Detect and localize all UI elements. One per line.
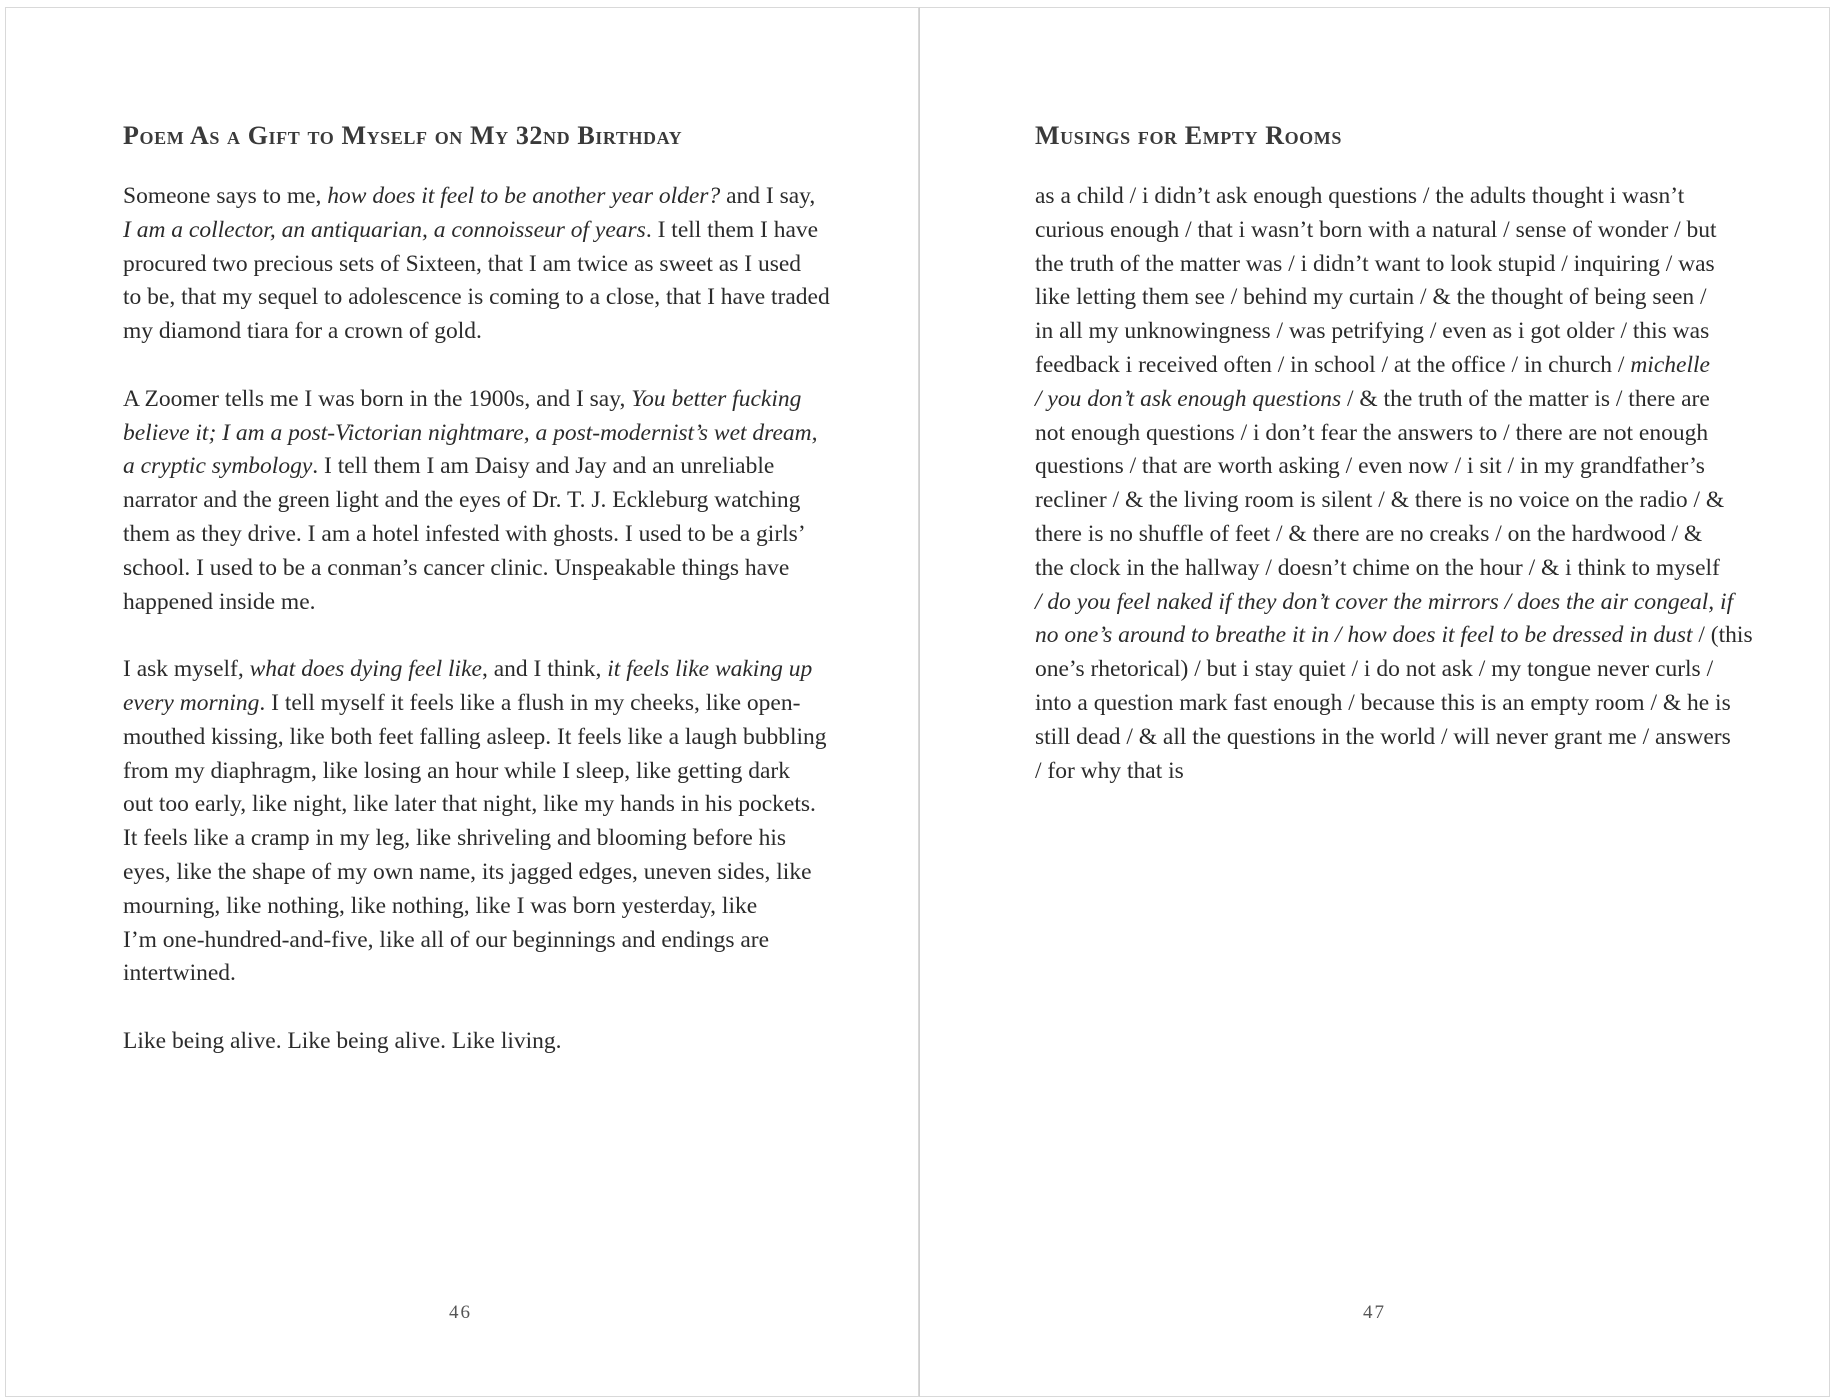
poem-line: in all my unknowingness / was petrifying / even as i got older / this was xyxy=(1035,318,1710,345)
italic-phrase: what does dying feel like xyxy=(249,656,482,683)
italic-phrase: / you don’t ask enough questions xyxy=(1035,385,1342,412)
poem-line: Someone says to me, how does it feel to be another year older? and I say, xyxy=(123,183,816,209)
poem-line: still dead / & all the questions in the world / will never grant me / answers xyxy=(1035,723,1731,750)
left-page-number: 46 xyxy=(449,1302,472,1323)
poem-line: every morning. I tell myself it feels like a flush in my cheeks, like open- xyxy=(123,689,801,716)
poem-line: / you don’t ask enough questions / & the truth of the matter is / there are xyxy=(1035,385,1710,412)
poem-line: questions / that are worth asking / even now / i sit / in my grandfather’s xyxy=(1035,453,1705,480)
poem-line: mouthed kissing, like both feet falling asleep. It feels like a laugh bubbling xyxy=(123,723,827,750)
poem-line: feedback i received often / in school / at the office / in church / michelle xyxy=(1035,351,1710,378)
poem-line: It feels like a cramp in my leg, like shriveling and blooming before his xyxy=(123,825,787,852)
left-page xyxy=(5,7,919,1397)
stanza-break xyxy=(123,619,813,653)
italic-phrase: michelle xyxy=(1630,351,1710,378)
stanza-break xyxy=(123,991,813,1025)
right-page-number: 47 xyxy=(1363,1302,1386,1323)
poem-line: there is no shuffle of feet / & there are no creaks / on the hardwood / & xyxy=(1035,520,1703,547)
right-page xyxy=(919,7,1830,1397)
italic-phrase: / do you feel naked if they don’t cover the mirrors / does the air congeal, if xyxy=(1035,588,1734,615)
poem-line: / for why that is xyxy=(1035,757,1184,784)
poem-line: the clock in the hallway / doesn’t chime on the hour / & i think to myself xyxy=(1035,554,1720,581)
italic-phrase: it feels like waking up xyxy=(607,656,813,683)
poem-line: my diamond tiara for a crown of gold. xyxy=(123,318,482,345)
poem-line: a cryptic symbology. I tell them I am Daisy and Jay and an unreliable xyxy=(123,453,775,480)
left-poem-title: Poem As a Gift to Myself on My 32nd Birthday xyxy=(123,121,683,150)
poem-line: eyes, like the shape of my own name, its jagged edges, uneven sides, like xyxy=(123,858,812,885)
poem-line: recliner / & the living room is silent / & there is no voice on the radio / & xyxy=(1035,487,1725,514)
poem-line: one’s rhetorical) / but i stay quiet / i do not ask / my tongue never curls / xyxy=(1035,656,1714,683)
right-poem-title: Musings for Empty Rooms xyxy=(1035,121,1342,150)
poem-line: as a child / i didn’t ask enough questions / the adults thought i wasn’t xyxy=(1035,183,1685,209)
poem-line: I am a collector, an antiquarian, a connoisseur of years. I tell them I have xyxy=(123,216,819,243)
poem-line: A Zoomer tells me I was born in the 1900s, and I say, You better fucking xyxy=(123,385,802,412)
poem-line: I’m one-hundred-and-five, like all of our beginnings and endings are xyxy=(123,926,770,953)
poem-line xyxy=(123,417,818,451)
poem-line: no one’s around to breathe it in / how does it feel to be dressed in dust / (this xyxy=(1035,622,1753,649)
italic-phrase: You better fucking xyxy=(631,385,802,412)
poem-line xyxy=(1035,586,1740,620)
poem-line: into a question mark fast enough / because this is an empty room / & he is xyxy=(1035,689,1731,716)
italic-phrase: every morning xyxy=(123,689,260,716)
italic-phrase: how does it feel to be another year older? xyxy=(327,183,721,209)
poem-line: procured two precious sets of Sixteen, that I am twice as sweet as I used xyxy=(123,250,802,277)
poem-line: mourning, like nothing, like nothing, like I was born yesterday, like xyxy=(123,892,758,919)
poem-line: them as they drive. I am a hotel infested with ghosts. I used to be a girls’ xyxy=(123,520,806,547)
italic-phrase: I am a collector, an antiquarian, a connoisseur of years xyxy=(123,216,646,243)
poem-line: happened inside me. xyxy=(123,588,316,615)
poem-line: school. I used to be a conman’s cancer clinic. Unspeakable things have xyxy=(123,554,790,581)
poem-line: not enough questions / i don’t fear the answers to / there are not enough xyxy=(1035,419,1709,446)
poem-line: the truth of the matter was / i didn’t want to look stupid / inquiring / was xyxy=(1035,250,1715,277)
left-poem-body xyxy=(123,180,830,1059)
poem-line: I ask myself, what does dying feel like, and I think, it feels like waking up xyxy=(123,656,813,683)
italic-phrase: believe it; I am a post-Victorian nightmare, a post-modernist’s wet dream, xyxy=(123,419,818,446)
poem-line: to be, that my sequel to adolescence is coming to a close, that I have traded xyxy=(123,284,830,311)
poem-line: curious enough / that i wasn’t born with a natural / sense of wonder / but xyxy=(1035,216,1717,243)
stanza-break xyxy=(123,349,813,383)
poem-line: out too early, like night, like later that night, like my hands in his pockets. xyxy=(123,791,816,818)
right-poem-body xyxy=(1035,180,1753,788)
poem-line: Like being alive. Like being alive. Like living. xyxy=(123,1027,562,1054)
poem-line: narrator and the green light and the eyes of Dr. T. J. Eckleburg watching xyxy=(123,487,801,514)
italic-phrase: no one’s around to breathe it in / how does it feel to be dressed in dust xyxy=(1035,622,1693,649)
poem-line: from my diaphragm, like losing an hour while I sleep, like getting dark xyxy=(123,757,790,784)
italic-phrase: a cryptic symbology xyxy=(123,453,313,480)
poem-line: like letting them see / behind my curtain / & the thought of being seen / xyxy=(1035,284,1707,311)
poem-line: intertwined. xyxy=(123,960,236,987)
